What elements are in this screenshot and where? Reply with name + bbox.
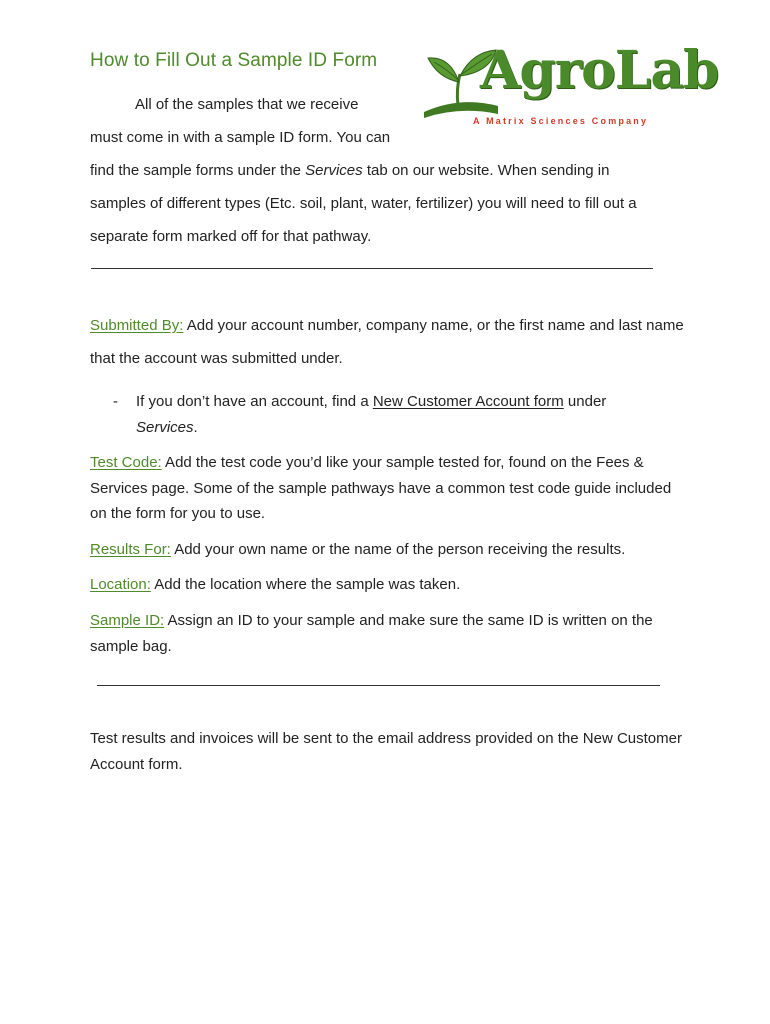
test-code-text: Add the test code you’d like your sample tested for, found on the Fees & Services page. Some of the sample pathways have a common test code guide included on the form for you to use. xyxy=(90,454,672,522)
sample-id-section xyxy=(90,608,690,659)
test-code-section xyxy=(90,450,690,527)
logo-tagline: A Matrix Sciences Company xyxy=(473,116,649,126)
location-text: Add the location where the sample was taken. xyxy=(150,576,461,593)
intro-paragraph xyxy=(90,88,690,253)
submitted-by-text: Add your account number, company name, or the first name and last name that the account was submitted under. xyxy=(90,317,684,367)
submitted-by-label: Submitted By: xyxy=(90,317,184,334)
page-title: How to Fill Out a Sample ID Form xyxy=(90,50,378,71)
note-text: under xyxy=(563,393,607,410)
location-section xyxy=(90,572,690,597)
submitted-by-section xyxy=(90,309,690,375)
location-label: Location: xyxy=(90,576,151,593)
divider-line xyxy=(91,268,653,269)
intro-text: find the sample forms under the xyxy=(90,162,306,179)
results-for-section xyxy=(90,537,690,562)
footer-note: Test results and invoices will be sent to the email address provided on the New Customer Account form. xyxy=(90,730,682,773)
services-emphasis: Services xyxy=(305,162,363,179)
results-for-text: Add your own name or the name of the person receiving the results. xyxy=(170,541,626,558)
account-note xyxy=(113,389,673,441)
bullet-dash: - xyxy=(113,393,118,410)
intro-line: separate form marked off for that pathway. xyxy=(90,228,372,245)
sample-id-text: Assign an ID to your sample and make sure the same ID is written on the sample bag. xyxy=(90,612,653,655)
intro-line: All of the samples that we receive xyxy=(135,96,359,113)
intro-line xyxy=(90,154,690,187)
intro-line: must come in with a sample ID form. You can xyxy=(90,129,391,146)
account-note-text xyxy=(113,389,673,441)
test-code-label: Test Code: xyxy=(90,454,162,471)
results-for-label: Results For: xyxy=(90,541,171,558)
note-text: . xyxy=(193,419,198,436)
intro-text: tab on our website. When sending in xyxy=(362,162,610,179)
intro-line: samples of different types (Etc. soil, plant, water, fertilizer) you will need to fill out a xyxy=(90,195,637,212)
new-customer-account-form-link[interactable]: New Customer Account form xyxy=(372,393,564,410)
sample-id-label: Sample ID: xyxy=(90,612,165,629)
services-emphasis: Services xyxy=(136,419,194,436)
logo-wordmark: AgroLab xyxy=(480,40,719,101)
divider-line xyxy=(97,685,660,686)
note-text: If you don’t have an account, find a xyxy=(136,393,373,410)
